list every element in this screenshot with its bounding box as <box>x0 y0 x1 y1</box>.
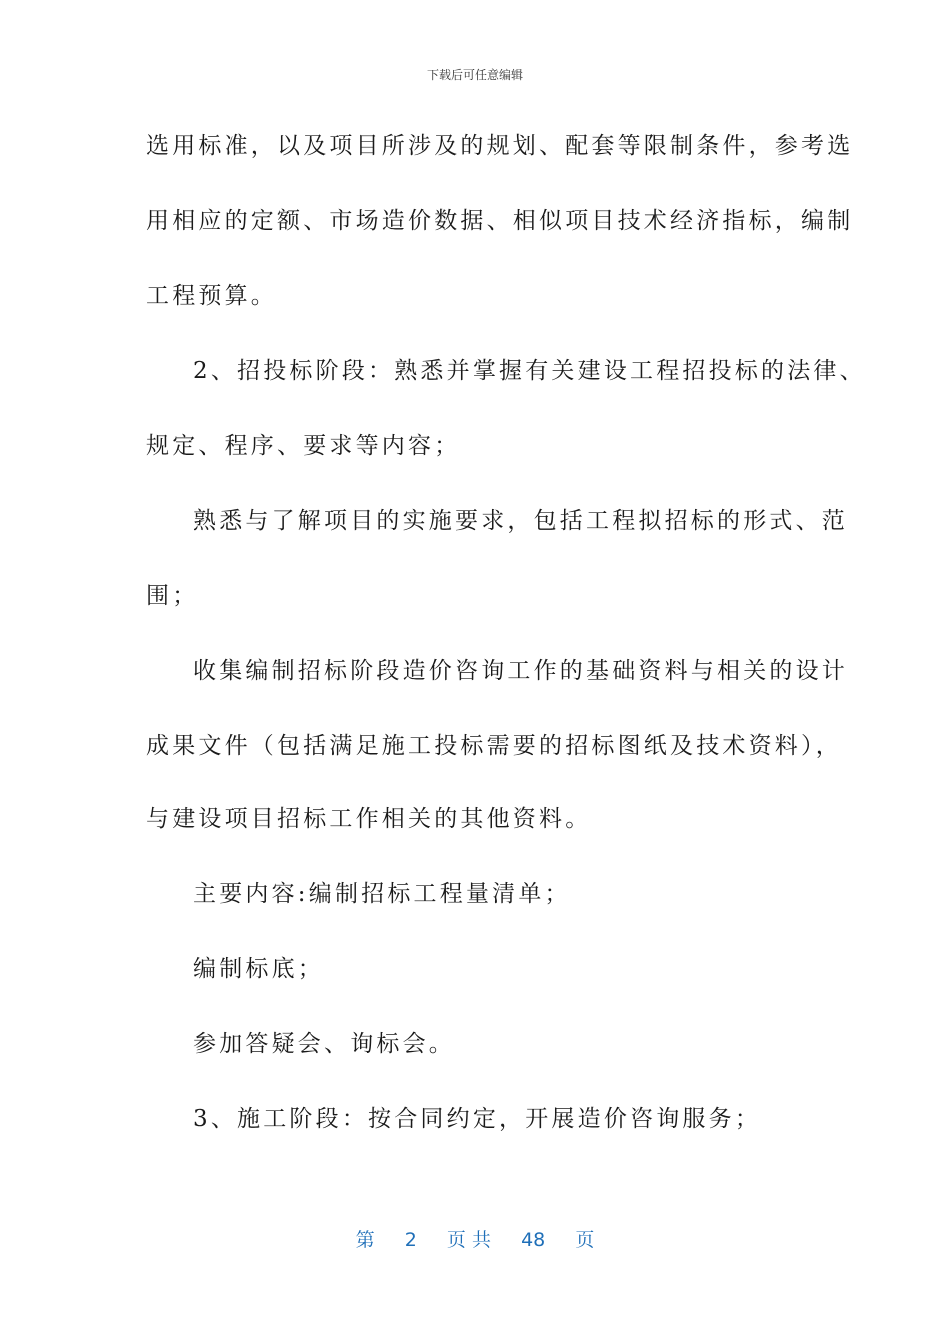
text-line: 选用标准，以及项目所涉及的规划、配套等限制条件，参考选 <box>146 133 854 159</box>
paragraph-start-line: 2、招投标阶段：熟悉并掌握有关建设工程招投标的法律、 <box>193 358 866 384</box>
page-footer <box>0 1225 950 1252</box>
current-page-number: 2 <box>404 1229 417 1251</box>
text-line: 与建设项目招标工作相关的其他资料。 <box>146 806 592 832</box>
paragraph-start-line: 3、施工阶段：按合同约定，开展造价咨询服务； <box>193 1106 762 1132</box>
total-page-count: 48 <box>521 1229 546 1251</box>
page-header: 下载后可任意编辑 <box>426 68 523 82</box>
paragraph-start-line: 主要内容:编制招标工程量清单； <box>193 881 571 907</box>
paragraph-start-line: 参加答疑会、询标会。 <box>193 1031 455 1057</box>
text-line: 围； <box>146 583 199 609</box>
text-line: 用相应的定额、市场造价数据、相似项目技术经济指标，编制 <box>146 208 854 234</box>
text-line: 工程预算。 <box>146 283 277 309</box>
footer-middle: 页 共 <box>446 1229 491 1251</box>
paragraph-start-line: 收集编制招标阶段造价咨询工作的基础资料与相关的设计 <box>193 658 848 684</box>
paragraph-start-line: 编制标底； <box>193 956 324 982</box>
text-line: 规定、程序、要求等内容； <box>146 433 461 459</box>
footer-prefix: 第 <box>355 1229 375 1251</box>
text-line: 成果文件（包括满足施工投标需要的招标图纸及技术资料）， <box>146 733 842 759</box>
footer-suffix: 页 <box>575 1229 595 1251</box>
paragraph-start-line: 熟悉与了解项目的实施要求，包括工程拟招标的形式、范 <box>193 508 848 534</box>
